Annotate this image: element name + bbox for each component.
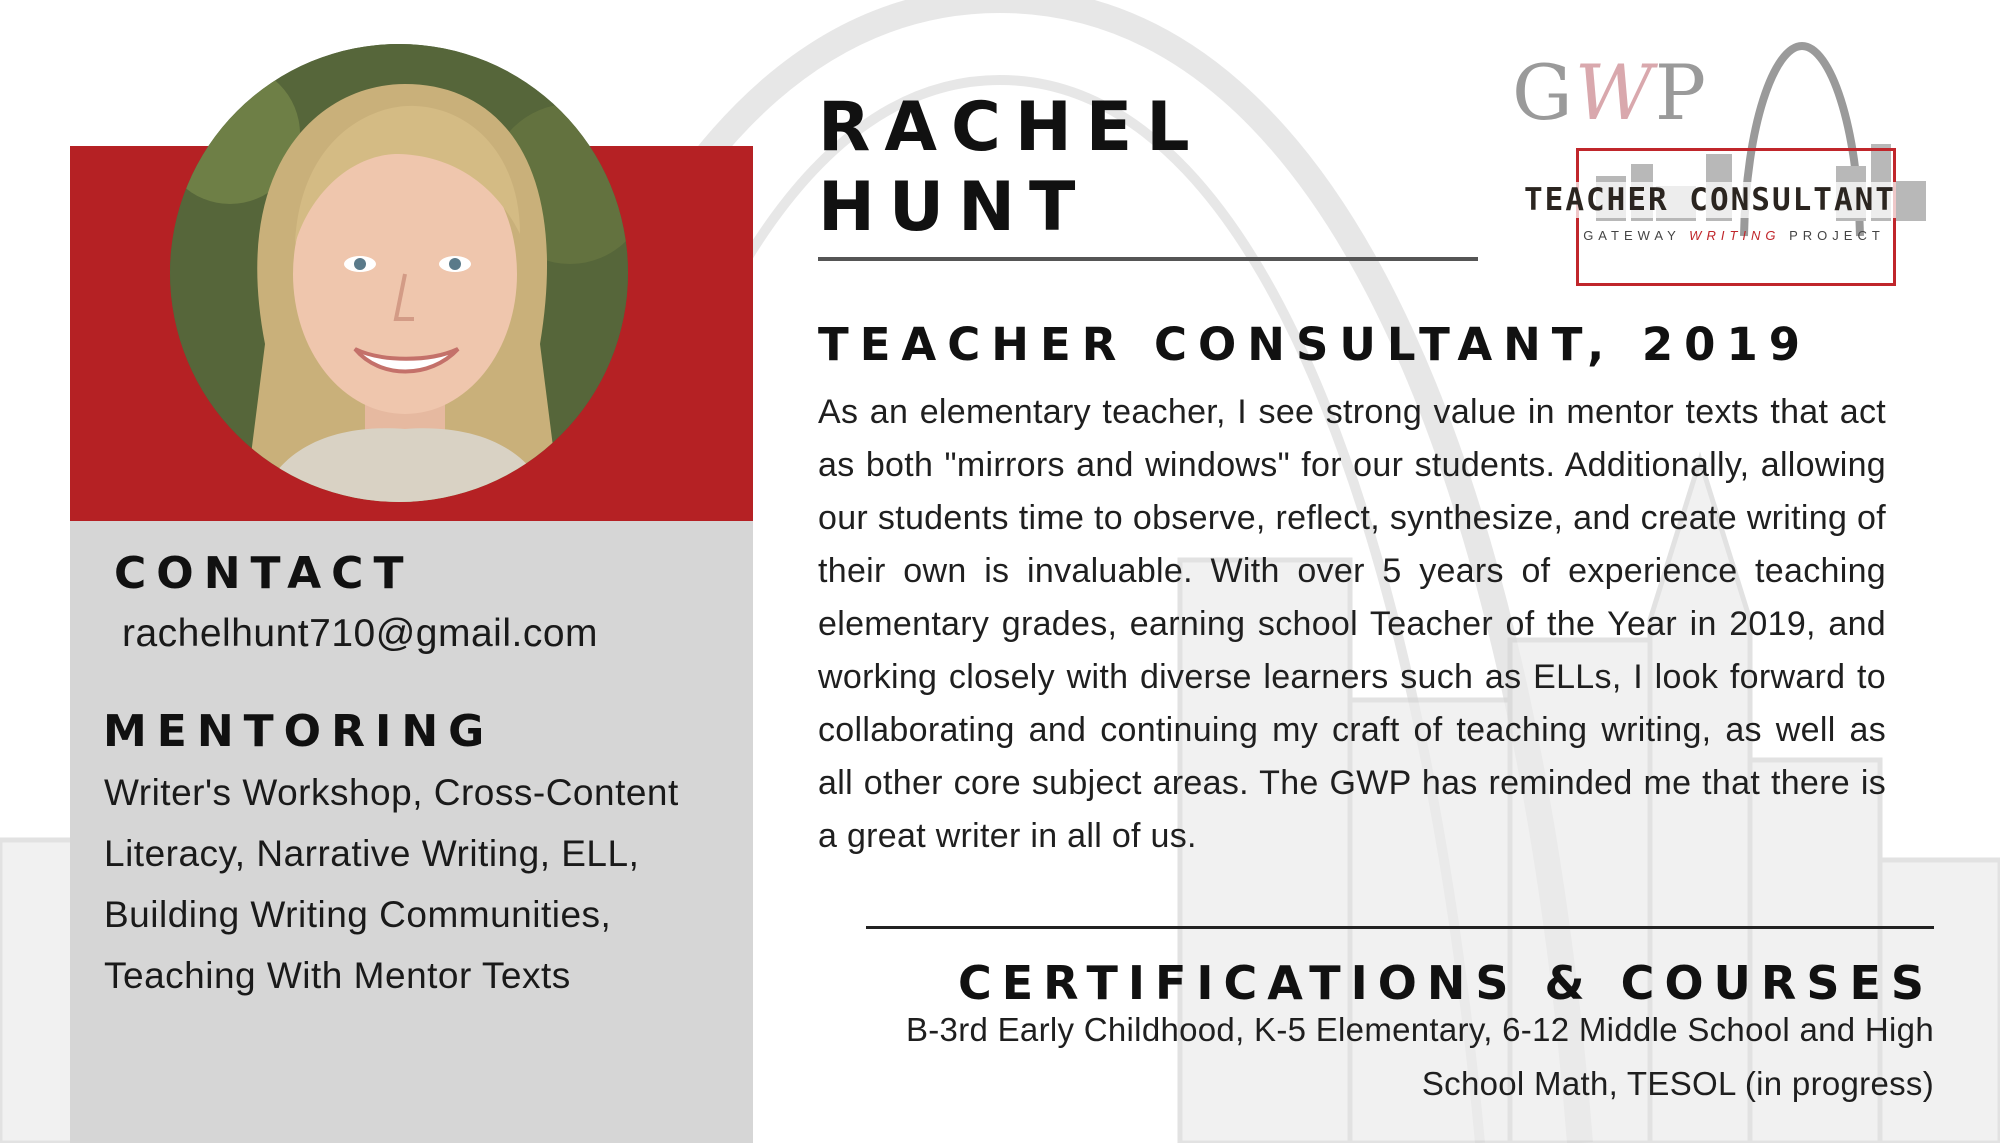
- mentoring-text: Writer's Workshop, Cross-Content Literacy, Narrative Writing, ELL, Building Writing Communities, Teaching With Mentor Texts: [104, 772, 679, 996]
- logo-title: TEACHER CONSULTANT: [1524, 182, 1896, 218]
- name-divider: [818, 257, 1478, 261]
- certifications-text: B-3rd Early Childhood, K-5 Elementary, 6-12 Middle School and High School Math, TESOL (in progress): [905, 1011, 1934, 1102]
- gwp-logo: [1506, 36, 1942, 286]
- contact-heading: CONTACT: [114, 548, 414, 599]
- certifications-divider: [866, 926, 1934, 929]
- role-heading: TEACHER CONSULTANT, 2019: [818, 318, 1812, 371]
- profile-photo: [170, 44, 628, 502]
- logo-subtitle: GATEWAY WRITING PROJECT: [1583, 228, 1885, 243]
- bio-text: As an elementary teacher, I see strong value in mentor texts that act as both "mirrors and windows" for our students. Additionally, allowing our students time to observe, reflect, synthesize, and create writing of their own is invaluable. With over 5 years of experience teaching elementary grades, earning school Teacher of the Year in 2019, and working closely with diverse learners such as ELLs, I look forward to collaborating and continuing my craft of teaching writing, as well as all other core subject areas. The GWP has reminded me that there is a great writer in all of us.: [818, 393, 1886, 855]
- certifications-heading: CERTIFICATIONS & COURSES: [957, 956, 1934, 1010]
- logo-letters: GWP: [1512, 48, 1708, 137]
- first-name: RACHEL: [818, 88, 1204, 167]
- mentoring-heading: MENTORING: [103, 706, 495, 757]
- last-name: HUNT: [818, 168, 1090, 247]
- contact-email[interactable]: rachelhunt710@gmail.com: [122, 612, 598, 655]
